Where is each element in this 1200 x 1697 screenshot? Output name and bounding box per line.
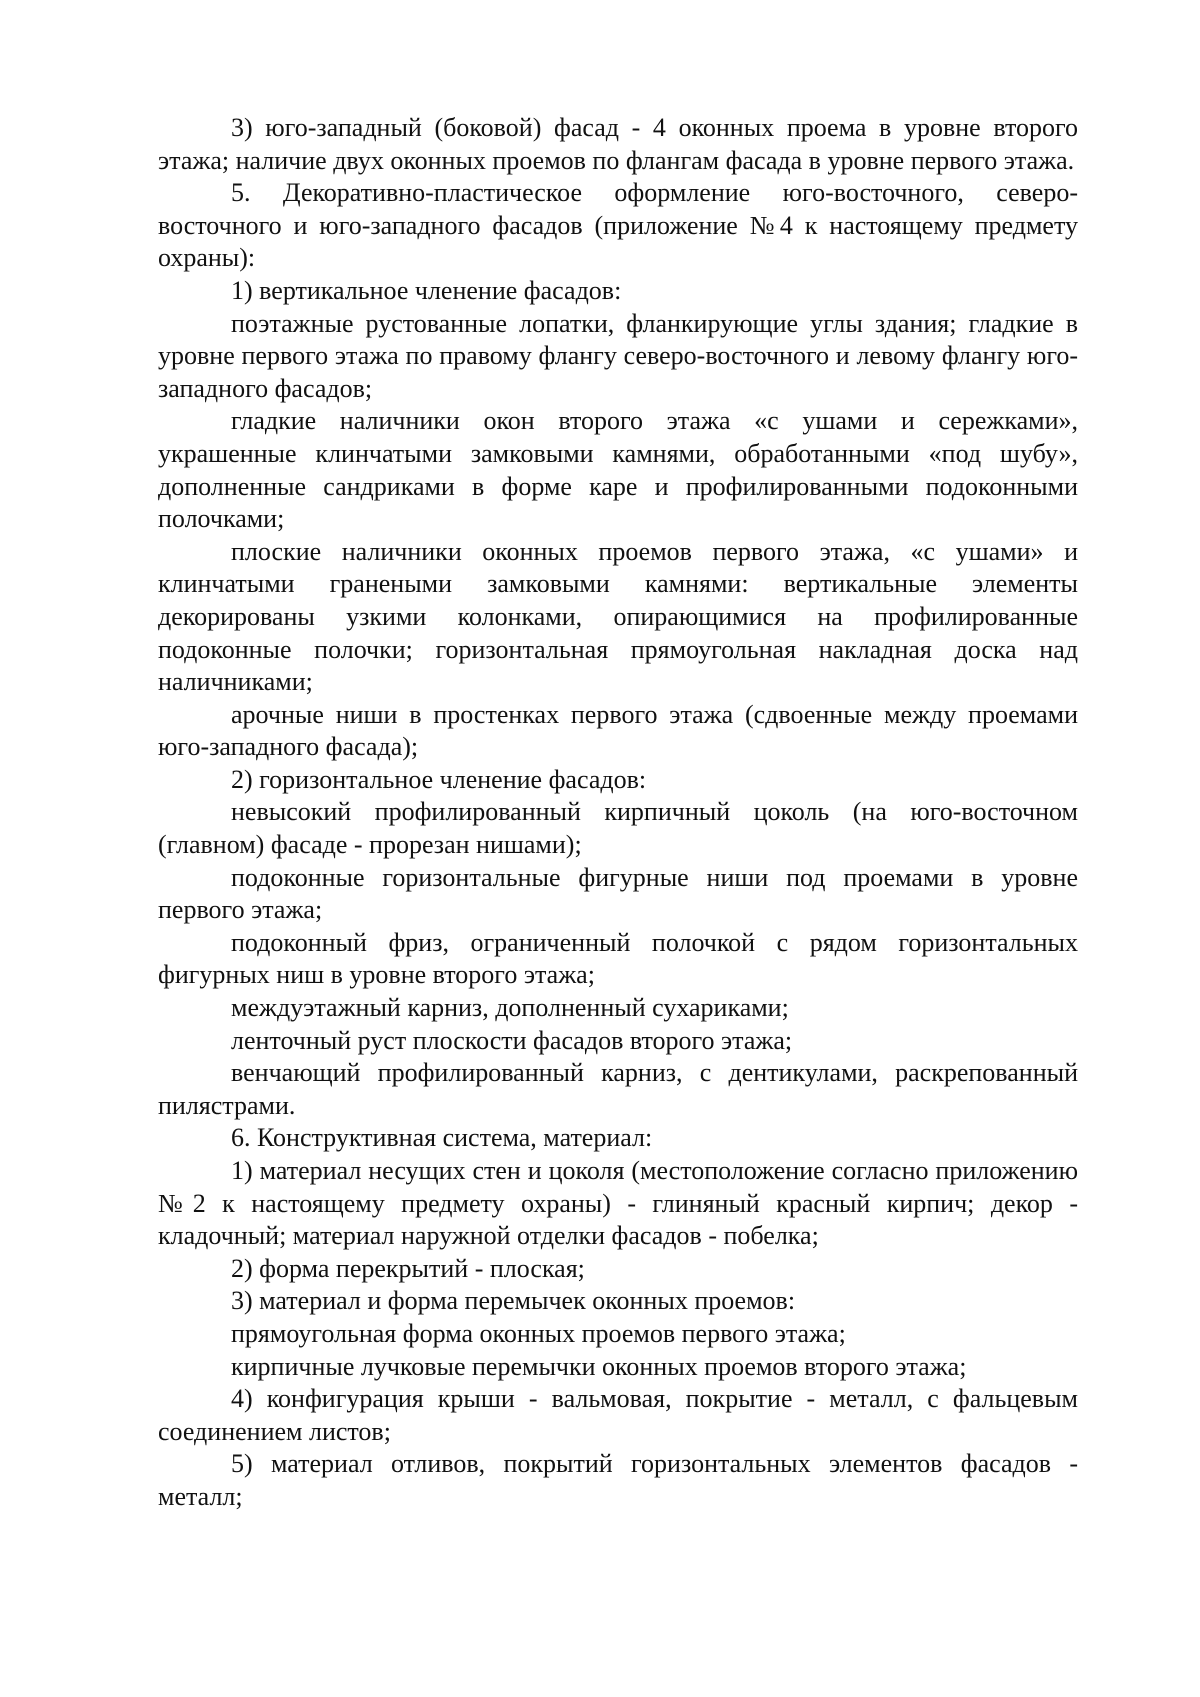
document-page (158, 112, 1078, 1514)
paragraph-flashing-material: 5) материал отливов, покрытий горизонтальных элементов фасадов - металл; (158, 1449, 1078, 1511)
paragraph-frieze: подоконный фриз, ограниченный полочкой с рядом горизонтальных фигурных ниш в уровне второго этажа; (158, 927, 1078, 990)
paragraph-second-floor-window-frames: гладкие наличники окон второго этажа «с ушами и сережками», украшенные клинчатыми замковыми камнями, обработанными «под шубу», дополненные сандриками в форме каре и профилированными подоконными полочками; (158, 406, 1078, 534)
paragraph-vertical-division: 1) вертикальное членение фасадов: (231, 275, 622, 305)
paragraph-crowning-cornice: венчающий профилированный карниз, с дентикулами, раскрепованный пилястрами. (158, 1058, 1078, 1120)
paragraph-floor-form: 2) форма перекрытий - плоская; (231, 1253, 585, 1283)
paragraph-roof-configuration: 4) конфигурация крыши - вальмовая, покрытие - металл, с фальцевым соединением листов; (158, 1384, 1078, 1446)
paragraph-decorative-design: 5. Декоративно-пластическое оформление юго-восточного, северо-восточного и юго-западного фасадов (приложение №4 к настоящему предмету охраны): (158, 178, 1078, 273)
paragraph-structural-system: 6. Конструктивная система, материал: (231, 1123, 653, 1153)
paragraph-second-floor-lintels: кирпичные лучковые перемычки оконных проемов второго этажа; (231, 1351, 967, 1381)
paragraph-first-floor-window-frames: плоские наличники оконных проемов первого этажа, «с ушами» и клинчатыми гранеными замковыми камнями: вертикальные элементы декорированы узкими колонками, опирающимися на профилированные подоконные полочки; горизонтальная прямоугольная накладная доска над наличниками; (158, 536, 1078, 697)
paragraph-rusticated-blades: поэтажные рустованные лопатки, фланкирующие углы здания; гладкие в уровне первого этажа по правому флангу северо-восточного и левому флангу юго-западного фасадов; (158, 308, 1078, 403)
paragraph-interfloor-cornice: междуэтажный карниз, дополненный сухариками; (231, 993, 789, 1023)
paragraph-horizontal-division: 2) горизонтальное членение фасадов: (231, 764, 647, 794)
paragraph-sill-niches: подоконные горизонтальные фигурные ниши под проемами в уровне первого этажа; (158, 862, 1078, 925)
paragraph-southwest-facade-openings: 3) юго-западный (боковой) фасад - 4 оконных проема в уровне второго этажа; наличие двух оконных проемов по флангам фасада в уровне первого этажа. (158, 113, 1078, 175)
paragraph-first-floor-openings-form: прямоугольная форма оконных проемов первого этажа; (231, 1318, 846, 1348)
paragraph-plinth: невысокий профилированный кирпичный цоколь (на юго-восточном (главном) фасаде - прорезан нишами); (158, 797, 1078, 860)
paragraph-lintels: 3) материал и форма перемычек оконных проемов: (231, 1286, 796, 1316)
paragraph-arched-niches: арочные ниши в простенках первого этажа (сдвоенные между проемами юго-западного фасада); (158, 699, 1078, 762)
paragraph-wall-material: 1) материал несущих стен и цоколя (местоположение согласно приложению №2 к настоящему предмету охраны) - глиняный красный кирпич; декор - кладочный; материал наружной отделки фасадов - побелка; (158, 1156, 1078, 1251)
paragraph-band-rustication: ленточный руст плоскости фасадов второго этажа; (231, 1025, 793, 1055)
